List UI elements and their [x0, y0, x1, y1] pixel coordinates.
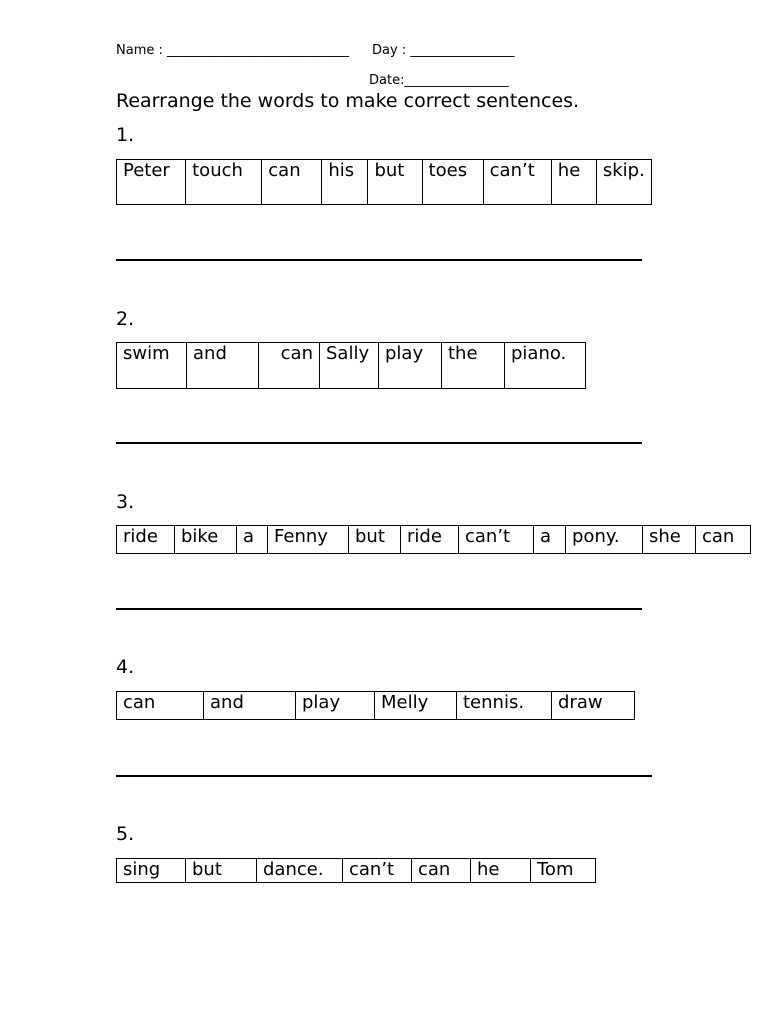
word-box: skip.: [596, 160, 651, 205]
word-box: Melly: [375, 692, 457, 720]
word-box: but: [349, 526, 401, 554]
word-box: toes: [422, 160, 483, 205]
day-field[interactable]: Day : ________________: [372, 43, 515, 58]
word-box: play: [296, 692, 375, 720]
question-4-number: 4.: [116, 656, 135, 678]
question-1-word-boxes: [116, 159, 652, 205]
word-box: Sally: [320, 343, 379, 389]
name-field[interactable]: Name : ____________________________: [116, 43, 349, 58]
question-5-word-boxes: [116, 858, 596, 883]
question-5-number: 5.: [116, 823, 135, 845]
answer-line-1[interactable]: [116, 259, 642, 261]
word-box: touch: [186, 160, 262, 205]
date-field[interactable]: Date:________________: [369, 73, 509, 88]
question-2-word-boxes: [116, 342, 586, 389]
answer-line-2[interactable]: [116, 442, 642, 444]
word-box: Tom: [531, 859, 596, 883]
word-box: she: [643, 526, 696, 554]
word-box: bike: [175, 526, 237, 554]
word-box: can: [259, 343, 320, 389]
word-box: can: [117, 692, 204, 720]
word-box: sing: [117, 859, 186, 883]
word-box: and: [187, 343, 259, 389]
answer-line-4[interactable]: [116, 775, 652, 777]
word-box: can’t: [343, 859, 412, 883]
word-box: draw: [552, 692, 635, 720]
word-box: piano.: [505, 343, 586, 389]
word-box: his: [322, 160, 368, 205]
word-box: Peter: [117, 160, 186, 205]
question-3-number: 3.: [116, 491, 135, 513]
instructions: Rearrange the words to make correct sentences.: [116, 90, 580, 112]
word-box: Fenny: [268, 526, 349, 554]
word-box: but: [368, 160, 422, 205]
word-box: can’t: [483, 160, 551, 205]
question-3-word-boxes: [116, 525, 751, 554]
word-box: play: [379, 343, 442, 389]
word-box: pony.: [566, 526, 643, 554]
word-box: can: [262, 160, 322, 205]
word-box: he: [471, 859, 531, 883]
word-box: he: [551, 160, 596, 205]
word-box: a: [534, 526, 566, 554]
word-box: swim: [117, 343, 187, 389]
word-box: ride: [117, 526, 175, 554]
word-box: can’t: [459, 526, 534, 554]
word-box: can: [412, 859, 471, 883]
question-1-number: 1.: [116, 124, 135, 146]
word-box: ride: [401, 526, 459, 554]
word-box: but: [186, 859, 257, 883]
word-box: and: [204, 692, 296, 720]
word-box: a: [237, 526, 268, 554]
question-4-word-boxes: [116, 691, 635, 720]
word-box: can: [696, 526, 751, 554]
word-box: the: [442, 343, 505, 389]
answer-line-3[interactable]: [116, 608, 642, 610]
word-box: dance.: [257, 859, 343, 883]
question-2-number: 2.: [116, 308, 135, 330]
word-box: tennis.: [457, 692, 552, 720]
